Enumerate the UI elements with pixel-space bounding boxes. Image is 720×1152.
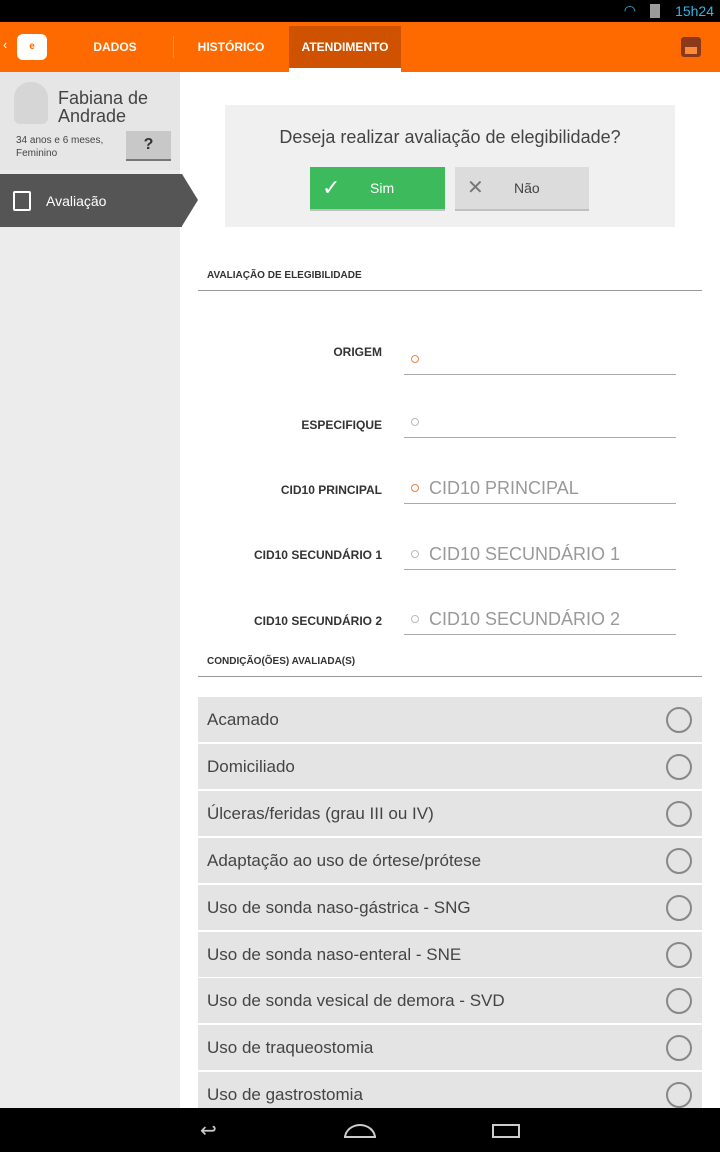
label-origem: ORIGEM (333, 345, 382, 359)
patient-name-1: Fabiana de (58, 88, 149, 108)
esus-logo-icon: e (17, 34, 47, 60)
condition-item[interactable] (198, 1025, 702, 1070)
optional-icon (411, 418, 419, 426)
prompt-question: Deseja realizar avaliação de elegibilidade? (279, 127, 621, 147)
condition-item[interactable] (198, 978, 702, 1023)
required-icon (411, 484, 419, 492)
patient-card (0, 72, 180, 170)
no-button[interactable]: ✕ Não (455, 167, 589, 209)
condition-item[interactable] (198, 932, 702, 977)
clock: 15h24 (675, 3, 714, 19)
close-icon: ✕ (467, 177, 484, 199)
condition-label: Uso de sonda vesical de demora - SVD (207, 991, 505, 1011)
origem-select[interactable] (404, 345, 676, 375)
especifique-input[interactable] (404, 408, 676, 438)
clipboard-icon (13, 191, 31, 211)
condition-label: Uso de sonda naso-gástrica - SNG (207, 897, 471, 917)
radio-icon[interactable] (666, 1082, 692, 1108)
condition-label: Uso de sonda naso-enteral - SNE (207, 944, 462, 964)
patient-sex: Feminino (16, 148, 58, 159)
back-nav-icon[interactable]: ↩ (200, 1120, 217, 1142)
system-nav-bar (0, 1108, 720, 1152)
label-cid10-secundario-1: CID10 SECUNDÁRIO 1 (253, 548, 382, 562)
patient-age: 34 anos e 6 meses, (16, 135, 104, 146)
tab-dados[interactable]: DADOS (93, 40, 137, 54)
optional-icon (411, 550, 419, 558)
radio-icon[interactable] (666, 988, 692, 1014)
label-cid10-secundario-2: CID10 SECUNDÁRIO 2 (253, 614, 382, 628)
wifi-icon: ◠ (623, 2, 636, 18)
condition-label: Domiciliado (207, 756, 295, 776)
sidebar-item-label: Avaliação (46, 193, 107, 209)
check-icon: ✓ (322, 175, 341, 200)
avatar-icon (14, 82, 48, 124)
section-title-conditions: CONDIÇÃO(ÕES) AVALIADA(S) (207, 656, 356, 667)
condition-label: Uso de gastrostomia (207, 1085, 363, 1105)
condition-item[interactable] (198, 838, 702, 883)
app-header (0, 22, 720, 72)
radio-icon[interactable] (666, 942, 692, 968)
cid10-principal-input[interactable]: CID10 PRINCIPAL (404, 474, 676, 504)
yes-button[interactable]: ✓ Sim (310, 167, 445, 209)
required-icon (411, 355, 419, 363)
condition-item[interactable] (198, 697, 702, 742)
sidebar (0, 72, 180, 1108)
label-especifique: ESPECIFIQUE (301, 418, 382, 432)
active-indicator (182, 174, 198, 226)
help-button[interactable]: ? (126, 131, 171, 161)
optional-icon (411, 615, 419, 623)
radio-icon[interactable] (666, 754, 692, 780)
condition-item[interactable] (198, 791, 702, 836)
save-icon[interactable] (681, 37, 701, 57)
condition-label: Acamado (207, 710, 279, 729)
radio-icon[interactable] (666, 848, 692, 874)
tab-atendimento[interactable]: ATENDIMENTO (289, 26, 401, 68)
back-icon[interactable]: ‹ (3, 37, 8, 52)
radio-icon[interactable] (666, 1035, 692, 1061)
label-cid10-principal: CID10 PRINCIPAL (280, 483, 382, 497)
battery-icon (650, 4, 660, 18)
condition-label: Uso de traqueostomia (207, 1038, 374, 1058)
status-bar (0, 0, 720, 22)
section-title-eligibility: AVALIAÇÃO DE ELEGIBILIDADE (207, 270, 362, 281)
tab-historico[interactable]: HISTÓRICO (197, 40, 265, 54)
cid10-secundario-1-input[interactable]: CID10 SECUNDÁRIO 1 (404, 540, 676, 570)
patient-name-2: Andrade (58, 106, 127, 126)
radio-icon[interactable] (666, 801, 692, 827)
radio-icon[interactable] (666, 707, 692, 733)
condition-label: Úlceras/feridas (grau III ou IV) (207, 803, 434, 823)
recents-nav-icon[interactable] (492, 1124, 520, 1138)
cid10-secundario-2-input[interactable]: CID10 SECUNDÁRIO 2 (404, 605, 676, 635)
condition-item[interactable] (198, 744, 702, 789)
home-nav-icon[interactable] (344, 1124, 376, 1138)
condition-item[interactable] (198, 885, 702, 930)
condition-label: Adaptação ao uso de órtese/prótese (207, 850, 482, 870)
radio-icon[interactable] (666, 895, 692, 921)
sidebar-item-avaliacao[interactable] (0, 174, 182, 227)
eligibility-prompt (225, 105, 675, 227)
